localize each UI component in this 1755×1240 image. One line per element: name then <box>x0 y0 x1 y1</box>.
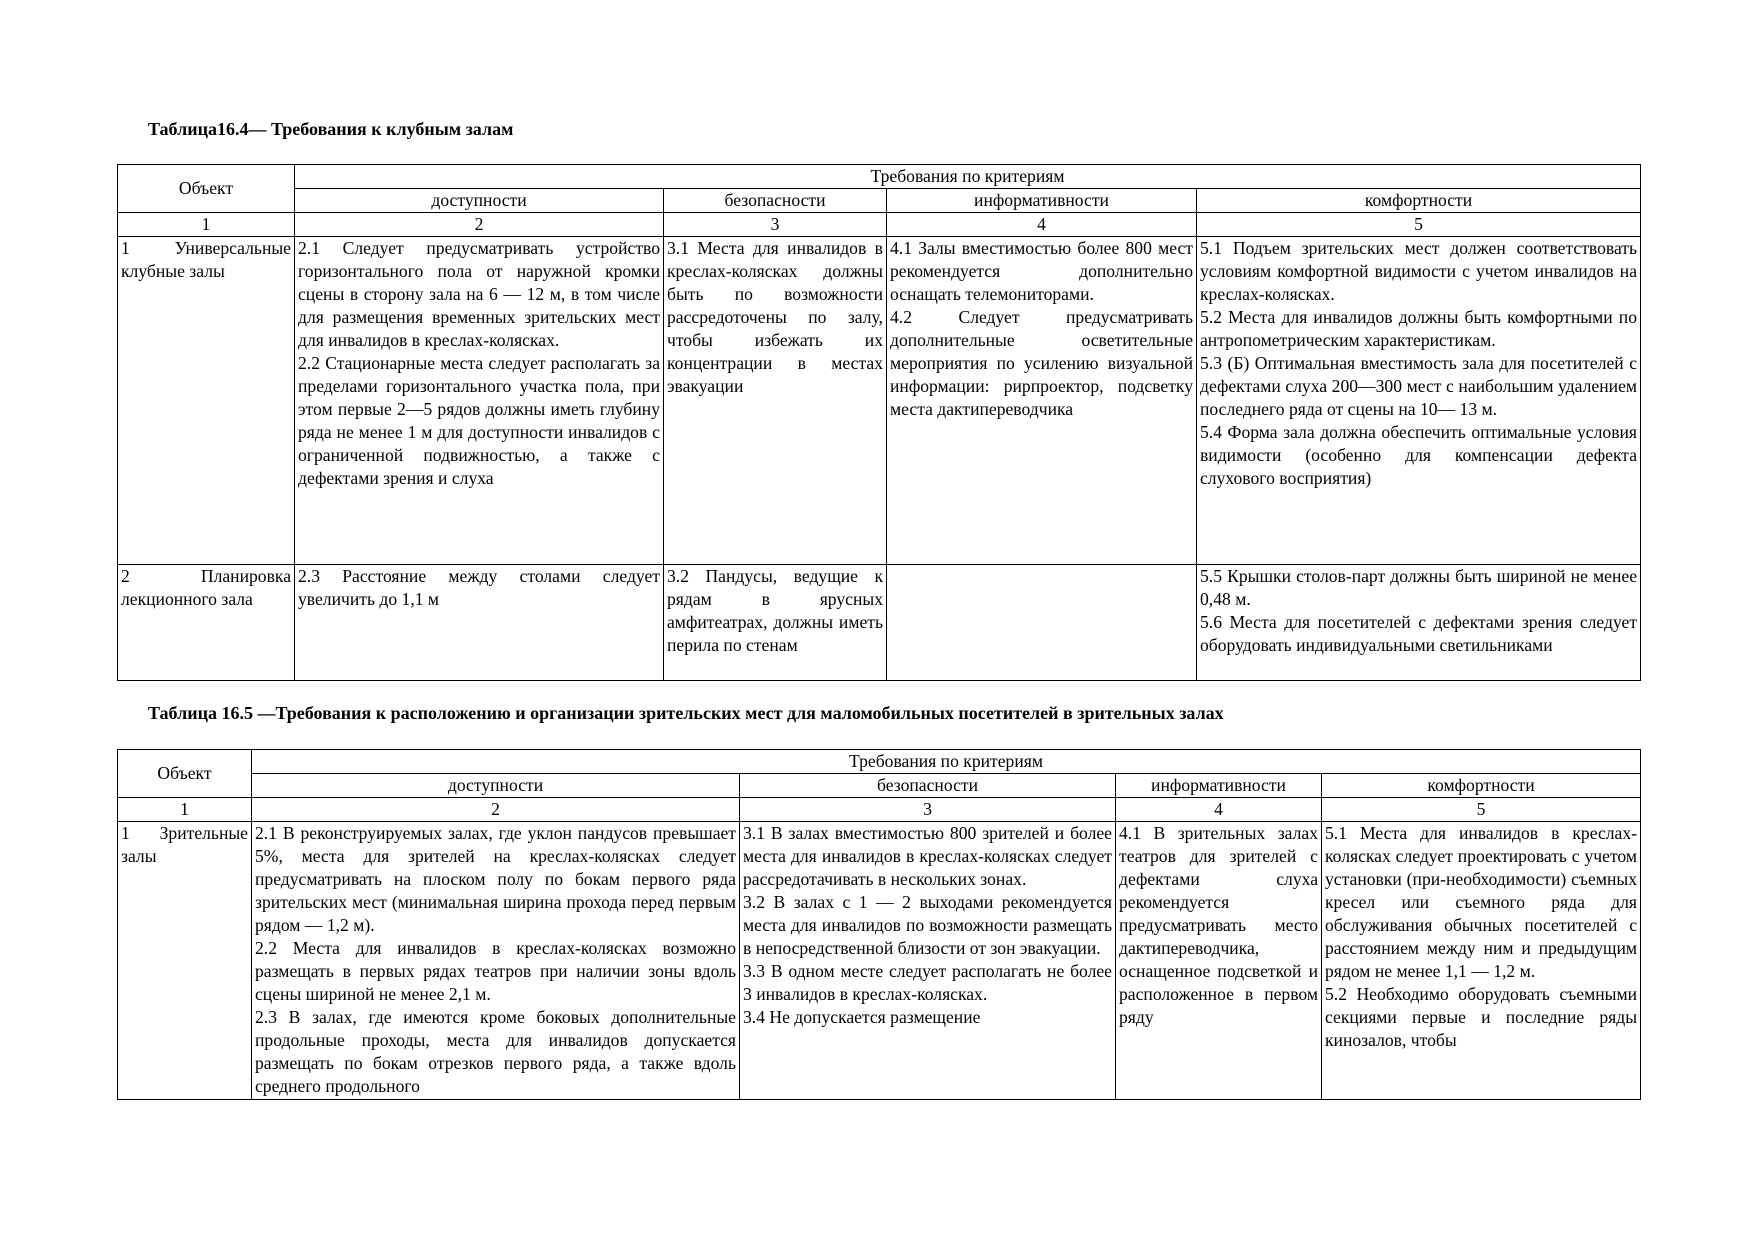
cell-comfort <box>1197 565 1641 681</box>
table2-col-safety: безопасности <box>740 774 1116 798</box>
requirement-text: 5.6 Места для посетителей с дефектами зрения следует оборудовать индивидуальными светильниками <box>1200 612 1638 655</box>
row-object: 1 Универсальные клубные залы <box>118 237 295 565</box>
row-object: 1 Зрительные залы <box>118 822 252 1100</box>
requirement-text: 5.4 Форма зала должна обеспечить оптимальные условия видимости (особенно для компенсации дефекта слухового восприятия) <box>1200 422 1638 488</box>
requirement-text: 3.4 Не допускается размещение <box>743 1007 981 1027</box>
requirement-text: 5.3 (Б) Оптимальная вместимость зала для посетителей с дефектами слуха 200—300 мест с наибольшим удалением последнего ряда от сцены на 10— 13 м. <box>1200 353 1638 419</box>
requirement-text: 2.3 В залах, где имеются кроме боковых дополнительные продольные проходы, места для инвалидов допускается размещать по бокам отрезков первого ряда, а также вдоль среднего продольного <box>255 1007 736 1096</box>
cell-comfort <box>1197 237 1641 565</box>
requirement-text: 4.1 В зрительных залах театров для зрителей с дефектами слуха рекомендуется предусматривать место дактипереводчика, оснащенное подсветкой и расположенное в первом ряду <box>1119 823 1318 1027</box>
table1-col-access: доступности <box>295 189 664 213</box>
requirement-text: 5.1 Подъем зрительских мест должен соответствовать условиям комфортной видимости с учетом инвалидов на креслах-колясках. <box>1200 238 1638 304</box>
table1-caption: Таблица16.4— Требования к клубным залам <box>148 119 514 139</box>
requirement-text: 2.2 Места для инвалидов в креслах-колясках возможно размещать в первых рядах театров при наличии зоны вдоль сцены шириной не менее 2,1 м. <box>255 938 736 1004</box>
table1-col-number: 3 <box>664 213 887 237</box>
table1-col-number: 1 <box>118 213 295 237</box>
row-object: 2 Планировка лекционного зала <box>118 565 295 681</box>
table1-col-info: информативности <box>887 189 1197 213</box>
requirement-text: 2.1 Следует предусматривать устройство горизонтального пола от наружной кромки сцены в сторону зала на 6 — 12 м, в том числе для размещения временных зрительских мест для инвалидов в креслах-колясках. <box>298 238 660 350</box>
table1-object-header: Объект <box>118 165 295 213</box>
cell-access <box>252 822 740 1100</box>
table2-col-number: 3 <box>740 798 1116 822</box>
requirement-text: 5.5 Крышки столов-парт должны быть шириной не менее 0,48 м. <box>1200 566 1638 609</box>
table2 <box>117 749 1641 1100</box>
table2-col-info: информативности <box>1116 774 1322 798</box>
cell-access <box>295 565 664 681</box>
table2-object-header: Объект <box>118 750 252 798</box>
table-row <box>118 822 1641 1100</box>
table1 <box>117 164 1641 681</box>
requirement-text: 3.2 Пандусы, ведущие к рядам в ярусных амфитеатрах, должны иметь перила по стенам <box>667 566 883 655</box>
table-row <box>118 565 1641 681</box>
table2-col-comfort: комфортности <box>1322 774 1641 798</box>
requirement-text: 3.3 В одном месте следует располагать не более 3 инвалидов в креслах-колясках. <box>743 961 1112 1004</box>
table-row <box>118 237 1641 565</box>
table2-col-access: доступности <box>252 774 740 798</box>
requirement-text: 2.2 Стационарные места следует располагать за пределами горизонтального участка пола, при этом первые 2—5 рядов должны иметь глубину ряда не менее 1 м для доступности инвалидов с ограниченной подвижностью, а также с дефектами зрения и слуха <box>298 353 660 488</box>
table1-group-header: Требования по критериям <box>295 165 1641 189</box>
requirement-text: 3.2 В залах с 1 — 2 выходами рекомендуется места для инвалидов по возможности размещать в непосредственной близости от зон эвакуации. <box>743 892 1112 958</box>
cell-safety <box>664 237 887 565</box>
table1-col-number: 2 <box>295 213 664 237</box>
requirement-text: 2.1 В реконструируемых залах, где уклон пандусов превышает 5%, места для зрителей на креслах-колясках следует предусматривать на плоском полу по бокам первого ряда зрительских мест (минимальная ширина прохода перед первым рядом — 1,2 м). <box>255 823 736 935</box>
table1-col-safety: безопасности <box>664 189 887 213</box>
table1-col-number: 4 <box>887 213 1197 237</box>
cell-comfort <box>1322 822 1641 1100</box>
requirement-text: 2.3 Расстояние между столами следует увеличить до 1,1 м <box>298 566 660 609</box>
requirement-text: 5.2 Необходимо оборудовать съемными секциями первые и последние ряды кинозалов, чтобы <box>1325 984 1638 1050</box>
cell-safety <box>664 565 887 681</box>
cell-safety <box>740 822 1116 1100</box>
table2-caption: Таблица 16.5 —Требования к расположению и организации зрительских мест для маломобильных посетителей в зрительных залах <box>148 703 1224 723</box>
cell-info <box>887 565 1197 681</box>
cell-info <box>887 237 1197 565</box>
requirement-text: 5.1 Места для инвалидов в креслах-колясках следует проектировать с учетом установки (при-необходимости) съемных кресел или съемного ряда для обслуживания обычных посетителей с расстоянием между ним и предыдущим рядом не менее 1,1 — 1,2 м. <box>1325 823 1638 981</box>
table2-col-number: 1 <box>118 798 252 822</box>
requirement-text: 3.1 Места для инвалидов в креслах-колясках должны быть по возможности рассредоточены по залу, чтобы избежать их концентрации в местах эвакуации <box>667 238 883 396</box>
requirement-text: 4.1 Залы вместимостью более 800 мест рекомендуется дополнительно оснащать телемониторами. <box>890 238 1193 304</box>
table1-col-comfort: комфортности <box>1197 189 1641 213</box>
table2-col-number: 2 <box>252 798 740 822</box>
requirement-text: 3.1 В залах вместимостью 800 зрителей и более места для инвалидов в креслах-колясках следует рассредотачивать в нескольких зонах. <box>743 823 1112 889</box>
requirement-text: 5.2 Места для инвалидов должны быть комфортными по антропометрическим характеристикам. <box>1200 307 1638 350</box>
table2-col-number: 5 <box>1322 798 1641 822</box>
requirement-text: 4.2 Следует предусматривать дополнительные осветительные мероприятия по усилению визуальной информации: рирпроектор, подсветку места дактипереводчика <box>890 307 1193 419</box>
cell-info <box>1116 822 1322 1100</box>
table2-col-number: 4 <box>1116 798 1322 822</box>
table2-group-header: Требования по критериям <box>252 750 1641 774</box>
cell-access <box>295 237 664 565</box>
table1-col-number: 5 <box>1197 213 1641 237</box>
